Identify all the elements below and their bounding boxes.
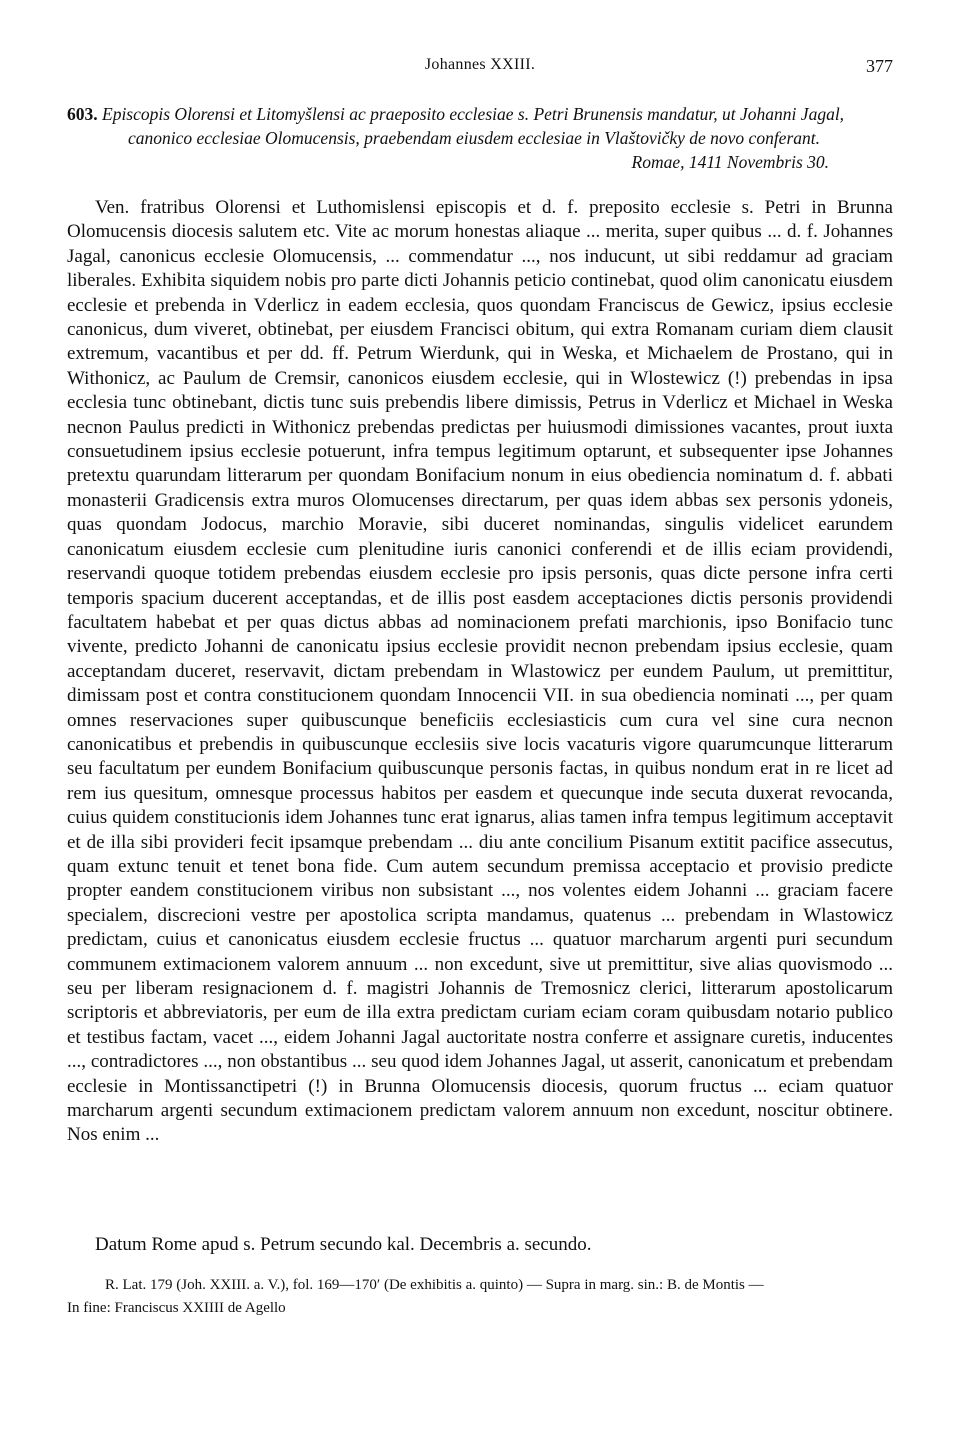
entry-number: 603. [67, 104, 98, 124]
entry-regest [67, 102, 893, 174]
regest-first-text: Episcopis Olorensi et Litomyšlensi ac praeposito ecclesiae s. Petri Brunensis mandatur, ut Johanni Jagal, [102, 104, 845, 124]
running-title: Johannes XXIII. [424, 56, 536, 73]
datum-line: Datum Rome apud s. Petrum secundo kal. Decembris a. secundo. [95, 1234, 592, 1255]
source-note [67, 1274, 893, 1320]
running-head [67, 56, 893, 80]
page-number: 377 [866, 56, 893, 76]
letter-paragraph: Ven. fratribus Olorensi et Luthomislensi episcopis et d. f. preposito ecclesie s. Petri in Brunna Olomucensis diocesis salutem etc. Vite ac morum honestas aliaque ... merita, super quibus ... d. f. Johannes Jagal, canonicus ecclesie Olomucensis, ... commendatur ..., nos inducunt, ut sibi reddamur ad graciam liberales. Exhibita siquidem nobis pro parte dicti Johannis peticio continebat, quod olim canonicatu eiusdem ecclesie et prebenda in Vderlicz in eadem ecclesia, quos quondam Franciscus de Gewicz, ipsius ecclesie canonicus, dum viveret, obtinebat, per eiusdem Francisci obitum, qui extra Romanam curiam diem clausit extremum, vacantibus et per dd. ff. Petrum Wierdunk, qui in Weska, et Michaelem de Prostano, qui in Withonicz, ac Paulum de Cremsir, canonicos eiusdem ecclesie, qui in Wlostewicz (!) prebendas in ipsa ecclesia tunc obtinebant, dictis tunc suis prebendis libere dimissis, Petrus in Vderlicz et Michael in Weska necnon Paulus predicti in Withonicz prebendas predictas per huiusmodi dimissiones vacantes, prout iuxta consuetudinem ipsius ecclesie potuerunt, infra tempus legitimum optarunt, et subsequenter ipse Johannes pretextu quarundam litterarum per quondam Bonifacium nonum in eius obediencia nominatum d. f. abbati monasterii Gradicensis extra muros Olomucenses directarum, per quas idem abbas sex personis ydoneis, quas quondam Jodocus, marchio Moravie, sibi duceret nominandas, singulis videlicet earundem canonicatum eiusdem ecclesie cum plenitudine iuris canonici conferendi et de illis eciam providendi, reservandi quoque totidem prebendas eiusdem ecclesie pro ipsis personis, quas dicte persone infra certi temporis spacium ducerent acceptandas, et de illis post easdem acceptaciones dictis personis providendi facultatem habebat et per quas dictus abbas ad nominacionem prefati marchionis, ipso Bonifacio tunc vivente, predicto Johanni de canonicatu ipsius ecclesie providit necnon prebendam ipsius ecclesie, quam acceptandam duceret, reservavit, dictam prebendam in Wlastowicz per eundem Paulum, ut premittitur, dimissam post et contra constitucionem quondam Innocencii VII. in sua obediencia nominati ..., per quam omnes reservaciones super quibuscunque beneficiis ecclesiasticis cum cura vel sine cura necnon canonicatibus et prebendis in quibuscunque ecclesiis sive locis vacaturis vigore quarumcunque litterarum seu facultatum per eundem Bonifacium quibuscunque personis factas, in quibus nondum erat in re licet ad rem ius quesitum, omnesque processus habitos per easdem et quecunque inde secuta duxerat revocanda, cuius quidem constitucionis idem Johannes tunc erat ignarus, alias tamen infra tempus legitimum acceptavit et de illa sibi provideri fecit ipsamque prebendam ... diu ante concilium Pisanum extitit pacifice assecutus, quam extunc tenuit et tenet bona fide. Cum autem secundum premissa acceptacio et provisio predicte propter eandem constitucionem viribus non subsistant ..., nos volentes eidem Johanni ... graciam facere specialem, discrecioni vestre per apostolica scripta mandamus, quatenus ... prebendam in Wlastowicz predictam, cuius et canonicatus eiusdem ecclesie fructus ... quatuor marcharum argenti puri secundum communem extimacionem valorem annuum ... non excedunt, sive ut premittitur, sive alias quovismodo ... seu per liberam resignacionem d. f. magistri Johannis de Tremosnicz clerici, litterarum apostolicarum scriptoris et abbreviatoris, per eum de illa extra predictam curiam eciam coram quibusdam notario publico et testibus factam, vacet ..., eidem Johanni Jagal auctoritate nostra conferre et assignare curetis, inducentes ..., contradictores ..., non obstantibus ... seu quod idem Johannes Jagal, ut asserit, canonicatum et prebendam ecclesie in Montissanctipetri (!) in Brunna Olomucensis diocesis, quorum fructus ... eciam quatuor marcharum argenti secundum extimacionem predictam valorem annuum non excedunt, noscitur obtinere. Nos enim ... [67, 197, 893, 1146]
regest-first-line [67, 102, 893, 126]
regest-date: Romae, 1411 Novembris 30. [631, 152, 829, 172]
letter-body [67, 196, 893, 1148]
regest-continuation: canonico ecclesiae Olomucensis, praebendam eiusdem ecclesiae in Vlaštovičky de novo conferant. [128, 128, 820, 148]
source-note-line-2: In fine: Franciscus XXIIII de Agello [67, 1300, 286, 1316]
source-note-line-1: R. Lat. 179 (Joh. XXIII. a. V.), fol. 169—170′ (De exhibitis a. quinto) — Supra in marg. sin.: B. de Montis — [105, 1277, 764, 1293]
